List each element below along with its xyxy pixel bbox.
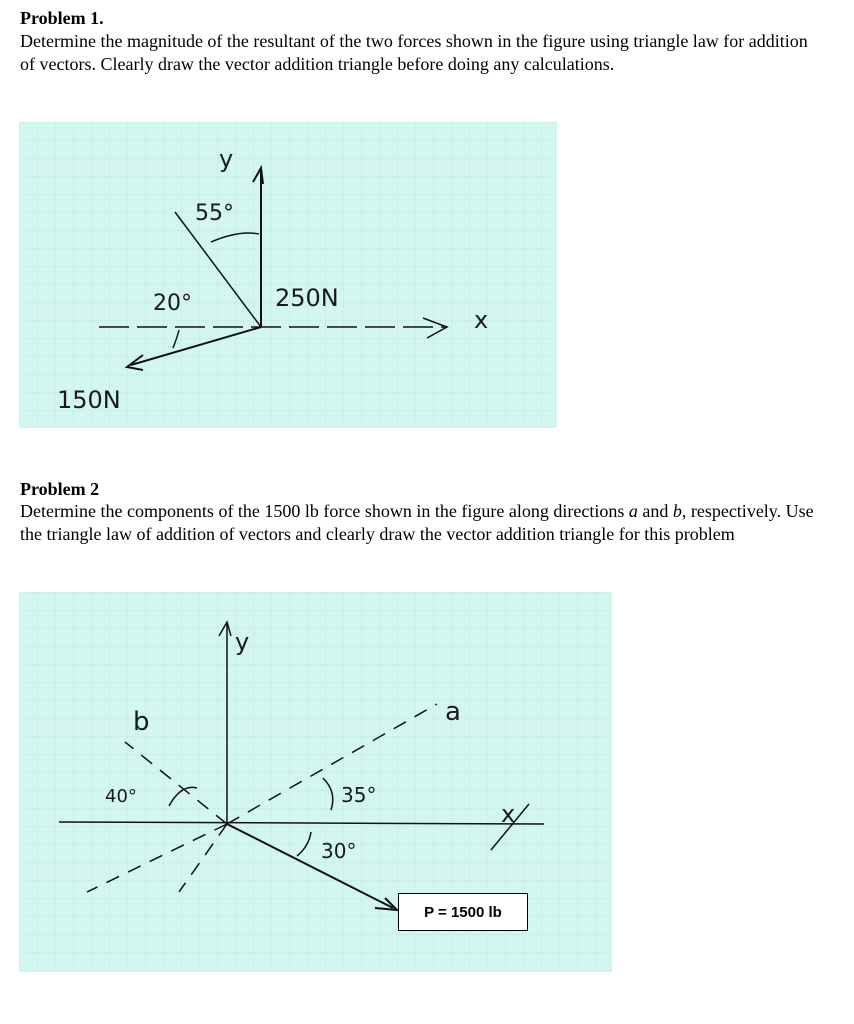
angle-20-label: 20° — [153, 291, 192, 316]
angle-30-label: 30° — [321, 839, 357, 863]
x-axis-label: x — [474, 306, 489, 334]
problem2-figure — [19, 592, 612, 972]
force-150-label: 150N — [57, 386, 121, 414]
problem2-text-part: Determine the components of the 1500 lb force shown in the figure along directions — [20, 501, 629, 521]
force-250-label: 250N — [275, 284, 339, 312]
problem2-heading: Problem 2 — [20, 479, 100, 499]
force-p-label-box — [398, 893, 528, 931]
a-label: a — [445, 697, 461, 727]
x-axis-label: x — [501, 800, 516, 828]
problem1-text: Determine the magnitude of the resultant of the two forces shown in the figure using triangle law for addition of vectors. Clearly draw the vector addition triangle before doing any calculations. — [20, 31, 808, 74]
problem2-text-part: and — [637, 501, 673, 521]
angle-40-label: 40° — [105, 786, 137, 807]
force-p-label: P = 1500 lb — [424, 903, 502, 921]
problem2-text-part: , respectively. Use the triangle law of addition of vectors and clearly draw the vector addition triangle for this problem — [20, 501, 814, 544]
b-label: b — [133, 707, 150, 737]
problem2-text — [20, 500, 820, 546]
angle-35-label: 35° — [341, 783, 377, 807]
direction-b-text: b — [672, 501, 682, 521]
direction-a-text: a — [628, 501, 638, 521]
y-axis-label: y — [235, 628, 250, 656]
problem1-heading: Problem 1. — [20, 8, 104, 28]
problem1-figure — [19, 122, 557, 428]
angle-55-label: 55° — [195, 201, 234, 226]
y-axis-label: y — [219, 145, 234, 173]
